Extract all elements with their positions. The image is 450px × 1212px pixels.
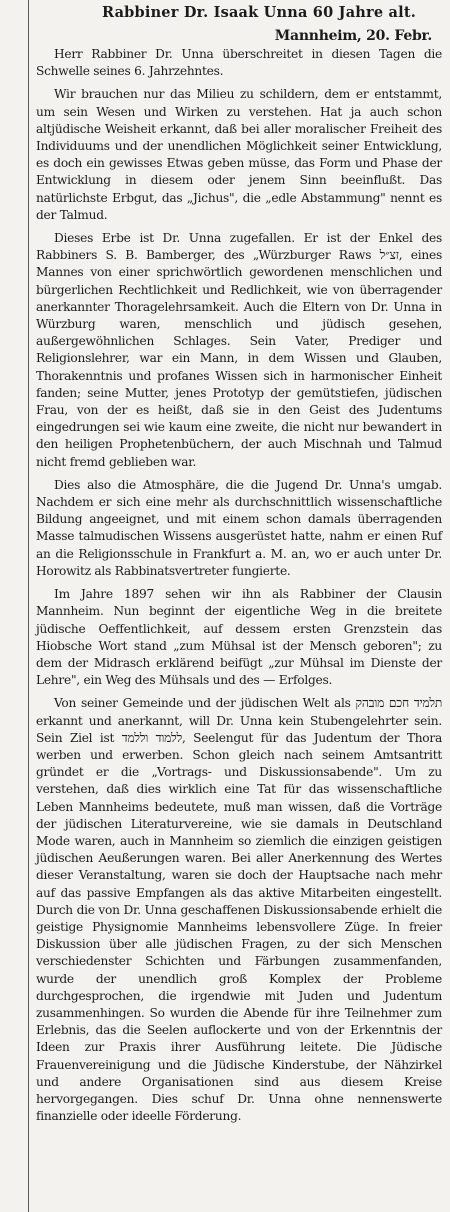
article-dateline: Mannheim, 20. Febr. (274, 28, 432, 44)
column-rule (28, 0, 29, 1212)
article-paragraph: Im Jahre 1897 sehen wir ihn als Rabbiner der Clausin Mannheim. Nun beginnt der eigentliche Weg in die breitete jüdische Oeffentlichkeit, auf dessem ersten Grenzstein das Hiobsche Wort stand „zum Mühsal ist der Mensch geboren"; zu dem der Midrasch erklärend beifügt „zur Mühsal im Dienste der Lehre", ein Weg des Mühsals und des — Erfolges. (36, 587, 442, 688)
article-paragraph: Wir brauchen nur das Milieu zu schildern, dem er entstammt, um sein Wesen und Wirken zu verstehen. Hat ja auch schon altjüdische Weisheit erkannt, daß bei aller moralischer Freiheit des Individuums und der unendlichen Möglichkeit seiner Entwicklung, es doch ein gewisses Etwas geben müsse, das Form und Phase der Entwicklung in diesem oder jenem Sinn beeinflußt. Das natürlichste Erbgut, das „Jichus", die „edle Abstammung" nennt es der Talmud. (36, 87, 442, 222)
article-paragraph: Dieses Erbe ist Dr. Unna zugefallen. Er ist der Enkel des Rabbiners S. B. Bamberger, des „Würzburger Raws זצ״ל, eines Mannes von einer sprichwörtlich gewordenen menschlichen und bürgerlichen Rechtlichkeit und Redlichkeit, wie von überragender anerkannter Thoragelehrsamkeit. Auch die Eltern von Dr. Unna in Würzburg waren, menschlich und jüdisch gesehen, außergewöhnlichen Schlages. Sein Vater, Prediger und Religionslehrer, war ein Mann, in dem Wissen und Glauben, Thorakenntnis und profanes Wissen sich in harmonischer Einheit fanden; seine Mutter, jenes Prototyp der gemütstiefen, jüdischen Frau, von der es heißt, daß sie in den Geist des Judentums eingedrungen sei wie kaum eine zweite, die nicht nur bewandert in den heiligen Prophetenbüchern, der auch Mischnah und Talmud nicht fremd geblieben war. (36, 231, 442, 469)
article-paragraph: Von seiner Gemeinde und der jüdischen Welt als תלמיד חכם מובהק erkannt und anerkannt, will Dr. Unna kein Stubengelehrter sein. Sein Ziel ist ללמוד וללמד, Seelengut für das Judentum der Thora werben und erwerben. Schon gleich nach seinem Amtsantritt gründet er die „Vortrags- und Diskussionsabende". Um zu verstehen, daß dies wirklich eine Tat für das wissenschaftliche Leben Mannheims bedeutete, muß man wissen, daß die Vorträge der jüdischen Literaturvereine, wie sie damals in Deutschland Mode waren, auch in Mannheim so ziemlich die einzigen geistigen jüdischen Aeußerungen waren. Bei aller Anerkennung des Wertes dieser Veranstaltung, waren sie doch der Hauptsache nach mehr auf das passive Empfangen als das aktive Mitarbeiten eingestellt. Durch die von Dr. Unna geschaffenen Diskussionsabende erhielt die geistige Physignomie Mannheims lebensvollere Züge. In freier Diskussion über alle jüdischen Fragen, zu der sich Menschen verschiedenster Schichten und Färbungen zusammenfanden, wurde der unendlich groß Komplex der Probleme durchgesprochen, die irgendwie mit Juden und Judentum zusammenhingen. So wurden die Abende für ihre Teilnehmer zum Erlebnis, das die Seelen auflockerte und von der Erkenntnis der Ideen zur Praxis ihrer Ausführung leitete. Die Jüdische Frauenvereinigung und die Jüdische Kinderstube, der Nähzirkel und andere Organisationen sind aus diesem Kreise hervorgegangen. Dies schuf Dr. Unna ohne nennenswerte finanzielle oder ideelle Förderung. (36, 696, 443, 1124)
article-title: Rabbiner Dr. Isaak Unna 60 Jahre alt. (102, 4, 416, 21)
article (36, 2, 442, 1125)
article-paragraph: Herr Rabbiner Dr. Unna überschreitet in diesen Tagen die Schwelle seines 6. Jahrzehntes. (36, 47, 442, 79)
article-paragraph: Dies also die Atmosphäre, die die Jugend Dr. Unna's umgab. Nachdem er sich eine mehr als durchschnittlich wissenschaftliche Bildung angeeignet, und mit einem schon damals überragenden Masse talmudischen Wissens ausgerüstet hatte, nahm er einen Ruf an die Religionsschule in Frankfurt a. M. an, wo er auch unter Dr. Horowitz als Rabbinatsvertreter fungierte. (36, 477, 442, 578)
